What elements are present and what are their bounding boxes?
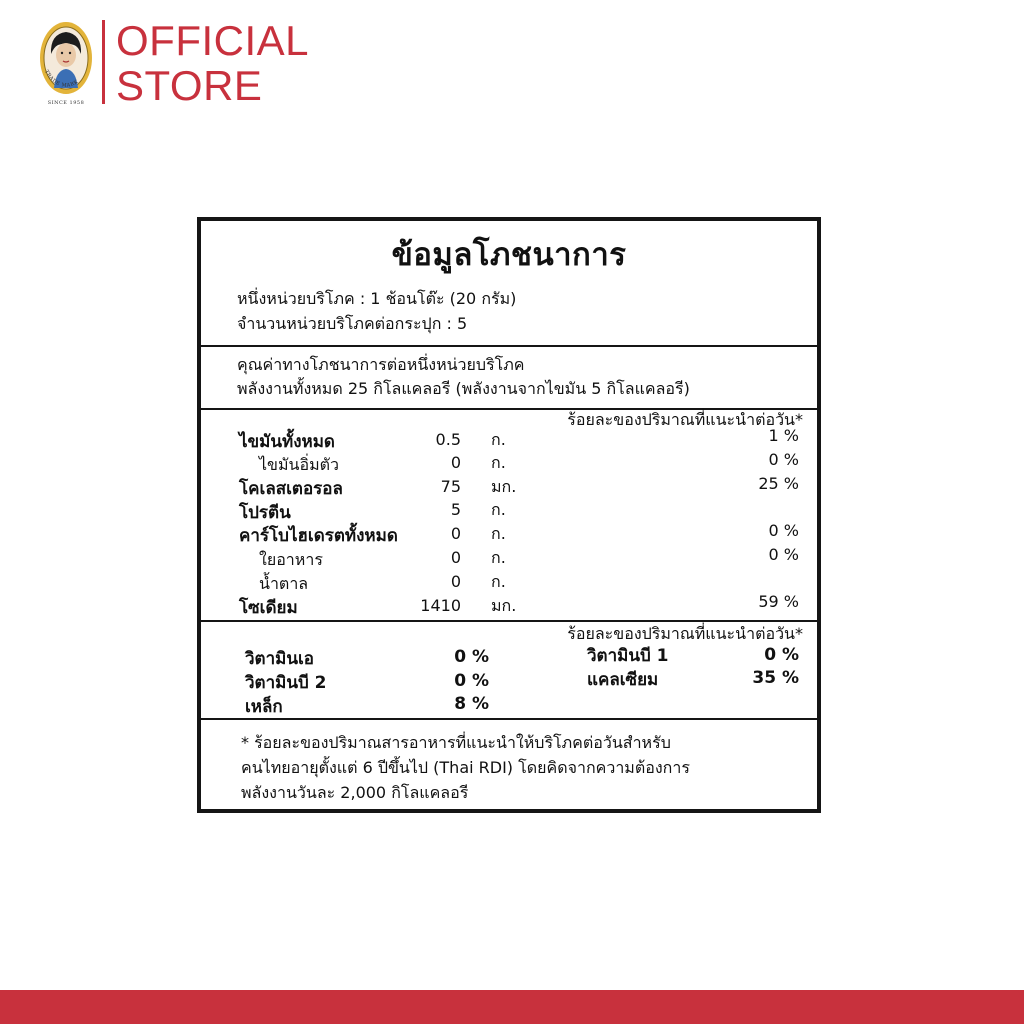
per-serving-heading: คุณค่าทางโภชนาการต่อหนึ่งหน่วยบริโภค (237, 355, 525, 374)
rdi-header: ร้อยละของปริมาณที่แนะนำต่อวัน* (567, 410, 803, 429)
footnote-line: พลังงานวันละ 2,000 กิโลแคลอรี (241, 783, 469, 802)
brand-footer-bar (0, 990, 1024, 1024)
nutrient-amount: 1410 (420, 596, 461, 615)
seal-since-text: SINCE 1958 (47, 100, 85, 106)
footnote-text (241, 730, 690, 805)
label-title: ข้อมูลโภชนาการ (391, 237, 627, 273)
nutrient-name: น้ำตาล (259, 574, 309, 593)
brand-seal-logo (36, 18, 96, 108)
nutrient-amount: 0 (450, 548, 461, 567)
servings-per-container: จำนวนหน่วยบริโภคต่อกระปุก : 5 (237, 314, 468, 333)
store-line-2: STORE (116, 62, 263, 109)
vitamin-name: แคลเซียม (587, 670, 659, 690)
nutrient-amount: 0 (450, 524, 461, 543)
vitamin-percent: 8 % (454, 694, 489, 714)
nutrient-unit: ก. (491, 572, 506, 591)
vitamin-name: วิตามินเอ (245, 649, 314, 669)
vitamin-percent: 0 % (454, 647, 489, 667)
vitamins-minerals-section (201, 620, 817, 720)
brand-divider (102, 20, 105, 104)
serving-size: หนึ่งหน่วยบริโภค : 1 ช้อนโต๊ะ (20 กรัม) (237, 289, 517, 308)
nutrient-unit: ก. (491, 453, 506, 472)
energy-line: พลังงานทั้งหมด 25 กิโลแคลอรี (พลังงานจากไขมัน 5 กิโลแคลอรี) (237, 379, 690, 398)
vitamin-percent: 0 % (764, 645, 799, 665)
nutrition-facts-label (197, 217, 821, 813)
nutrient-name: ใยอาหาร (259, 550, 323, 569)
nutrient-name: โปรตีน (239, 503, 291, 523)
serving-info-section (201, 221, 817, 345)
nutrient-name: ไขมันอิ่มตัว (259, 455, 339, 474)
energy-section (201, 345, 817, 410)
nutrient-percent: 0 % (768, 450, 799, 469)
nutrient-percent: 0 % (768, 521, 799, 540)
nutrient-percent: 0 % (768, 545, 799, 564)
official-store-label (116, 18, 309, 108)
nutrient-amount: 0 (450, 453, 461, 472)
nutrient-name: โซเดียม (239, 598, 298, 618)
footnote-line: * ร้อยละของปริมาณสารอาหารที่แนะนำให้บริโภคต่อวันสำหรับ (241, 733, 671, 752)
nutrient-unit: ก. (491, 500, 506, 519)
seal-trademark-text: TRADE MARK (43, 69, 80, 89)
nutrient-amount: 75 (440, 477, 461, 496)
nutrient-amount: 0 (450, 572, 461, 591)
nutrient-unit: ก. (491, 430, 506, 449)
nutrient-unit: ก. (491, 524, 506, 543)
nutrient-name: คาร์โบไฮเดรตทั้งหมด (239, 526, 398, 546)
nutrient-percent: 59 % (758, 592, 799, 611)
footnote-line: คนไทยอายุตั้งแต่ 6 ปีขึ้นไป (Thai RDI) โดยคิดจากความต้องการ (241, 758, 690, 777)
brand-header (36, 18, 326, 108)
nutrient-unit: ก. (491, 548, 506, 567)
nutrient-unit: มก. (491, 596, 517, 615)
footnote-section (201, 718, 817, 809)
vitamin-name: วิตามินบี 1 (587, 646, 669, 666)
store-line-1: OFFICIAL (116, 17, 310, 64)
nutrient-name: ไขมันทั้งหมด (239, 432, 335, 452)
vitamin-name: เหล็ก (245, 697, 283, 717)
rdi-header-2: ร้อยละของปริมาณที่แนะนำต่อวัน* (567, 624, 803, 643)
nutrient-name: โคเลสเตอรอล (239, 479, 343, 499)
nutrient-unit: มก. (491, 477, 517, 496)
nutrient-percent: 25 % (758, 474, 799, 493)
nutrients-section (201, 408, 817, 622)
vitamin-percent: 0 % (454, 671, 489, 691)
nutrient-amount: 0.5 (435, 430, 461, 449)
vitamin-name: วิตามินบี 2 (245, 673, 327, 693)
vitamin-percent: 35 % (752, 668, 799, 688)
nutrient-percent: 1 % (768, 426, 799, 445)
nutrient-amount: 5 (450, 500, 461, 519)
